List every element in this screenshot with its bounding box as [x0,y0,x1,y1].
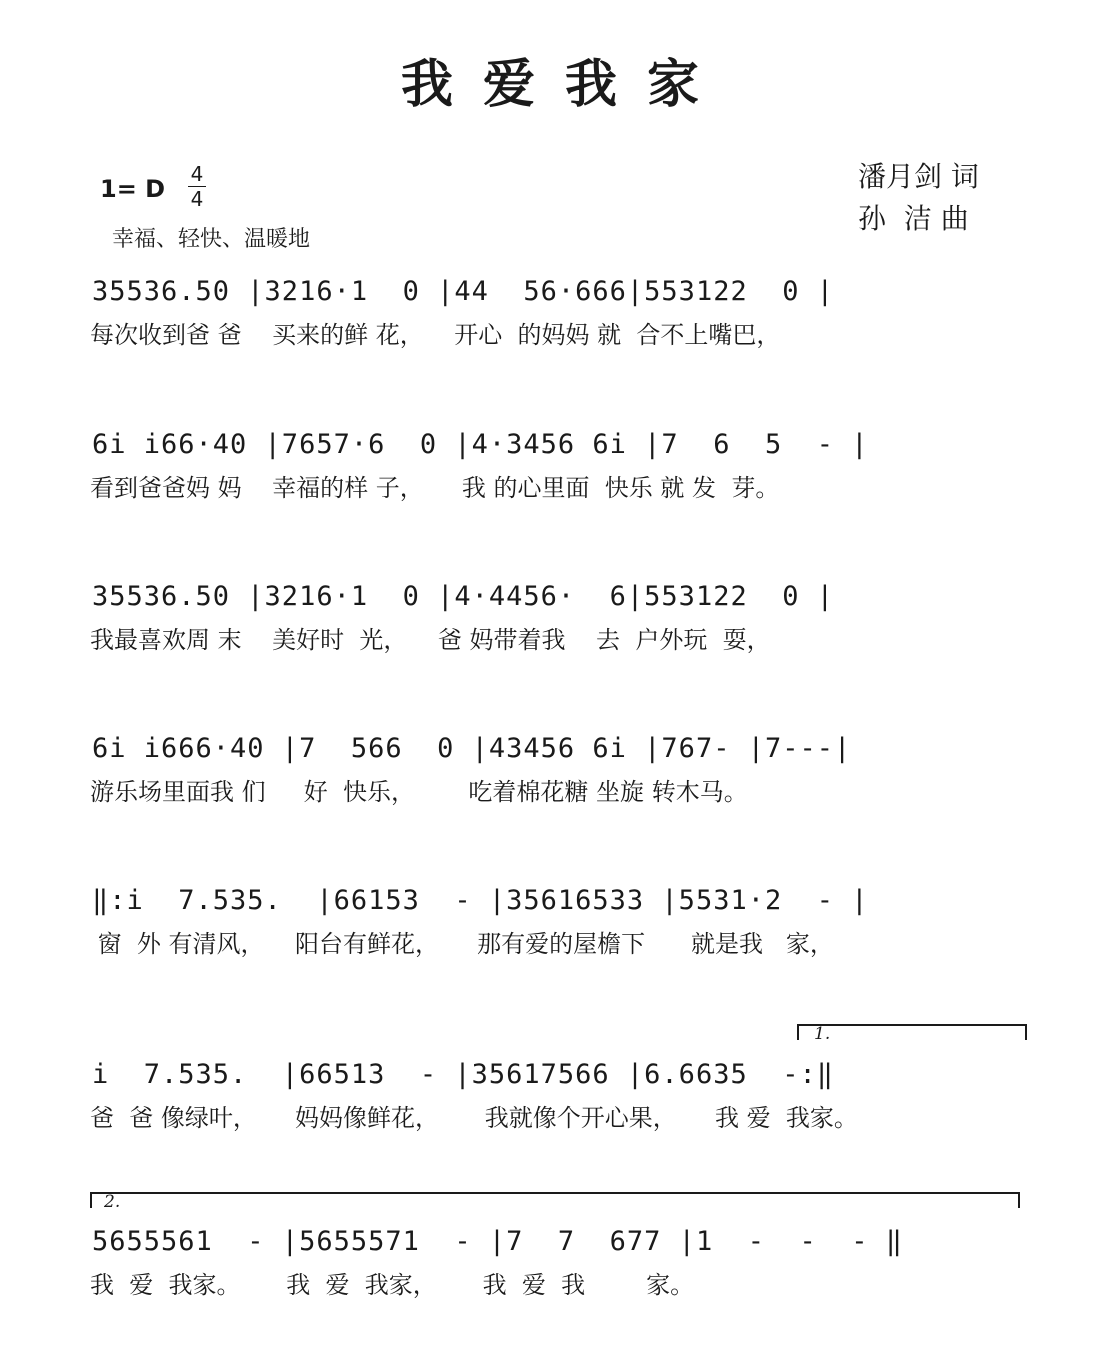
notation-line: 35536.50 |3216·1 0 |4·4456· 6|553122 0 | [92,581,834,612]
meter-bottom: 4 [190,187,204,211]
second-ending-label: 2. [104,1192,121,1212]
first-ending-label: 1. [814,1024,831,1044]
lyrics-line: 我 爱 我家。 我 爱 我家， 我 爱 我 家。 [90,1271,695,1299]
lyrics-line: 游乐场里面我 们 好 快乐， 吃着棉花糖 坐旋 转木马。 [90,778,748,806]
score-system [0,272,1100,412]
notation-line: 6i i66·40 |7657·6 0 |4·3456 6i |7 6 5 - | [92,429,869,460]
notation-line: 6i i666·40 |7 566 0 |43456 6i |767- |7---| [92,733,852,764]
notation-line: ‖:i 7.535. |66153 - |35616533 |5531·2 - | [92,885,869,916]
notation-line: i 7.535. |66513 - |35617566 |6.6635 -:‖ [92,1059,834,1090]
tempo-marking: 幸福、轻快、温暖地 [112,227,311,252]
notation-line: 35536.50 |3216·1 0 |44 56·666|553122 0 | [92,276,834,307]
notation-line: 5655561 - |5655571 - |7 7 677 |1 - - - ‖ [92,1226,904,1257]
score-system [0,577,1100,717]
lyrics-line: 窗 外 有清风， 阳台有鲜花， 那有爱的屋檐下 就是我 家， [90,930,834,958]
time-signature [186,162,208,211]
lyricist-credit: 潘月剑 词 [858,160,979,193]
score-system [0,425,1100,565]
lyrics-line: 看到爸爸妈 妈 幸福的样 子， 我 的心里面 快乐 就 发 芽。 [90,474,780,502]
score-system [0,881,1100,1021]
score-system [0,729,1100,869]
lyrics-line: 爸 爸 像绿叶， 妈妈像鲜花， 我就像个开心果， 我 爱 我家。 [90,1104,858,1132]
song-title: 我爱我家 [400,54,729,115]
composer-credit: 孙 洁 曲 [858,202,969,235]
key-signature: 1= D [100,175,166,203]
lyrics-line: 每次收到爸 爸 买来的鲜 花， 开心 的妈妈 就 合不上嘴巴， [90,321,781,349]
second-ending-bracket [90,1192,1020,1208]
score-system [0,1222,1100,1362]
first-ending-bracket [797,1024,1027,1040]
score-system [0,1055,1100,1195]
meter-top: 4 [190,162,204,186]
lyrics-line: 我最喜欢周 末 美好时 光， 爸 妈带着我 去 户外玩 耍， [90,626,771,654]
